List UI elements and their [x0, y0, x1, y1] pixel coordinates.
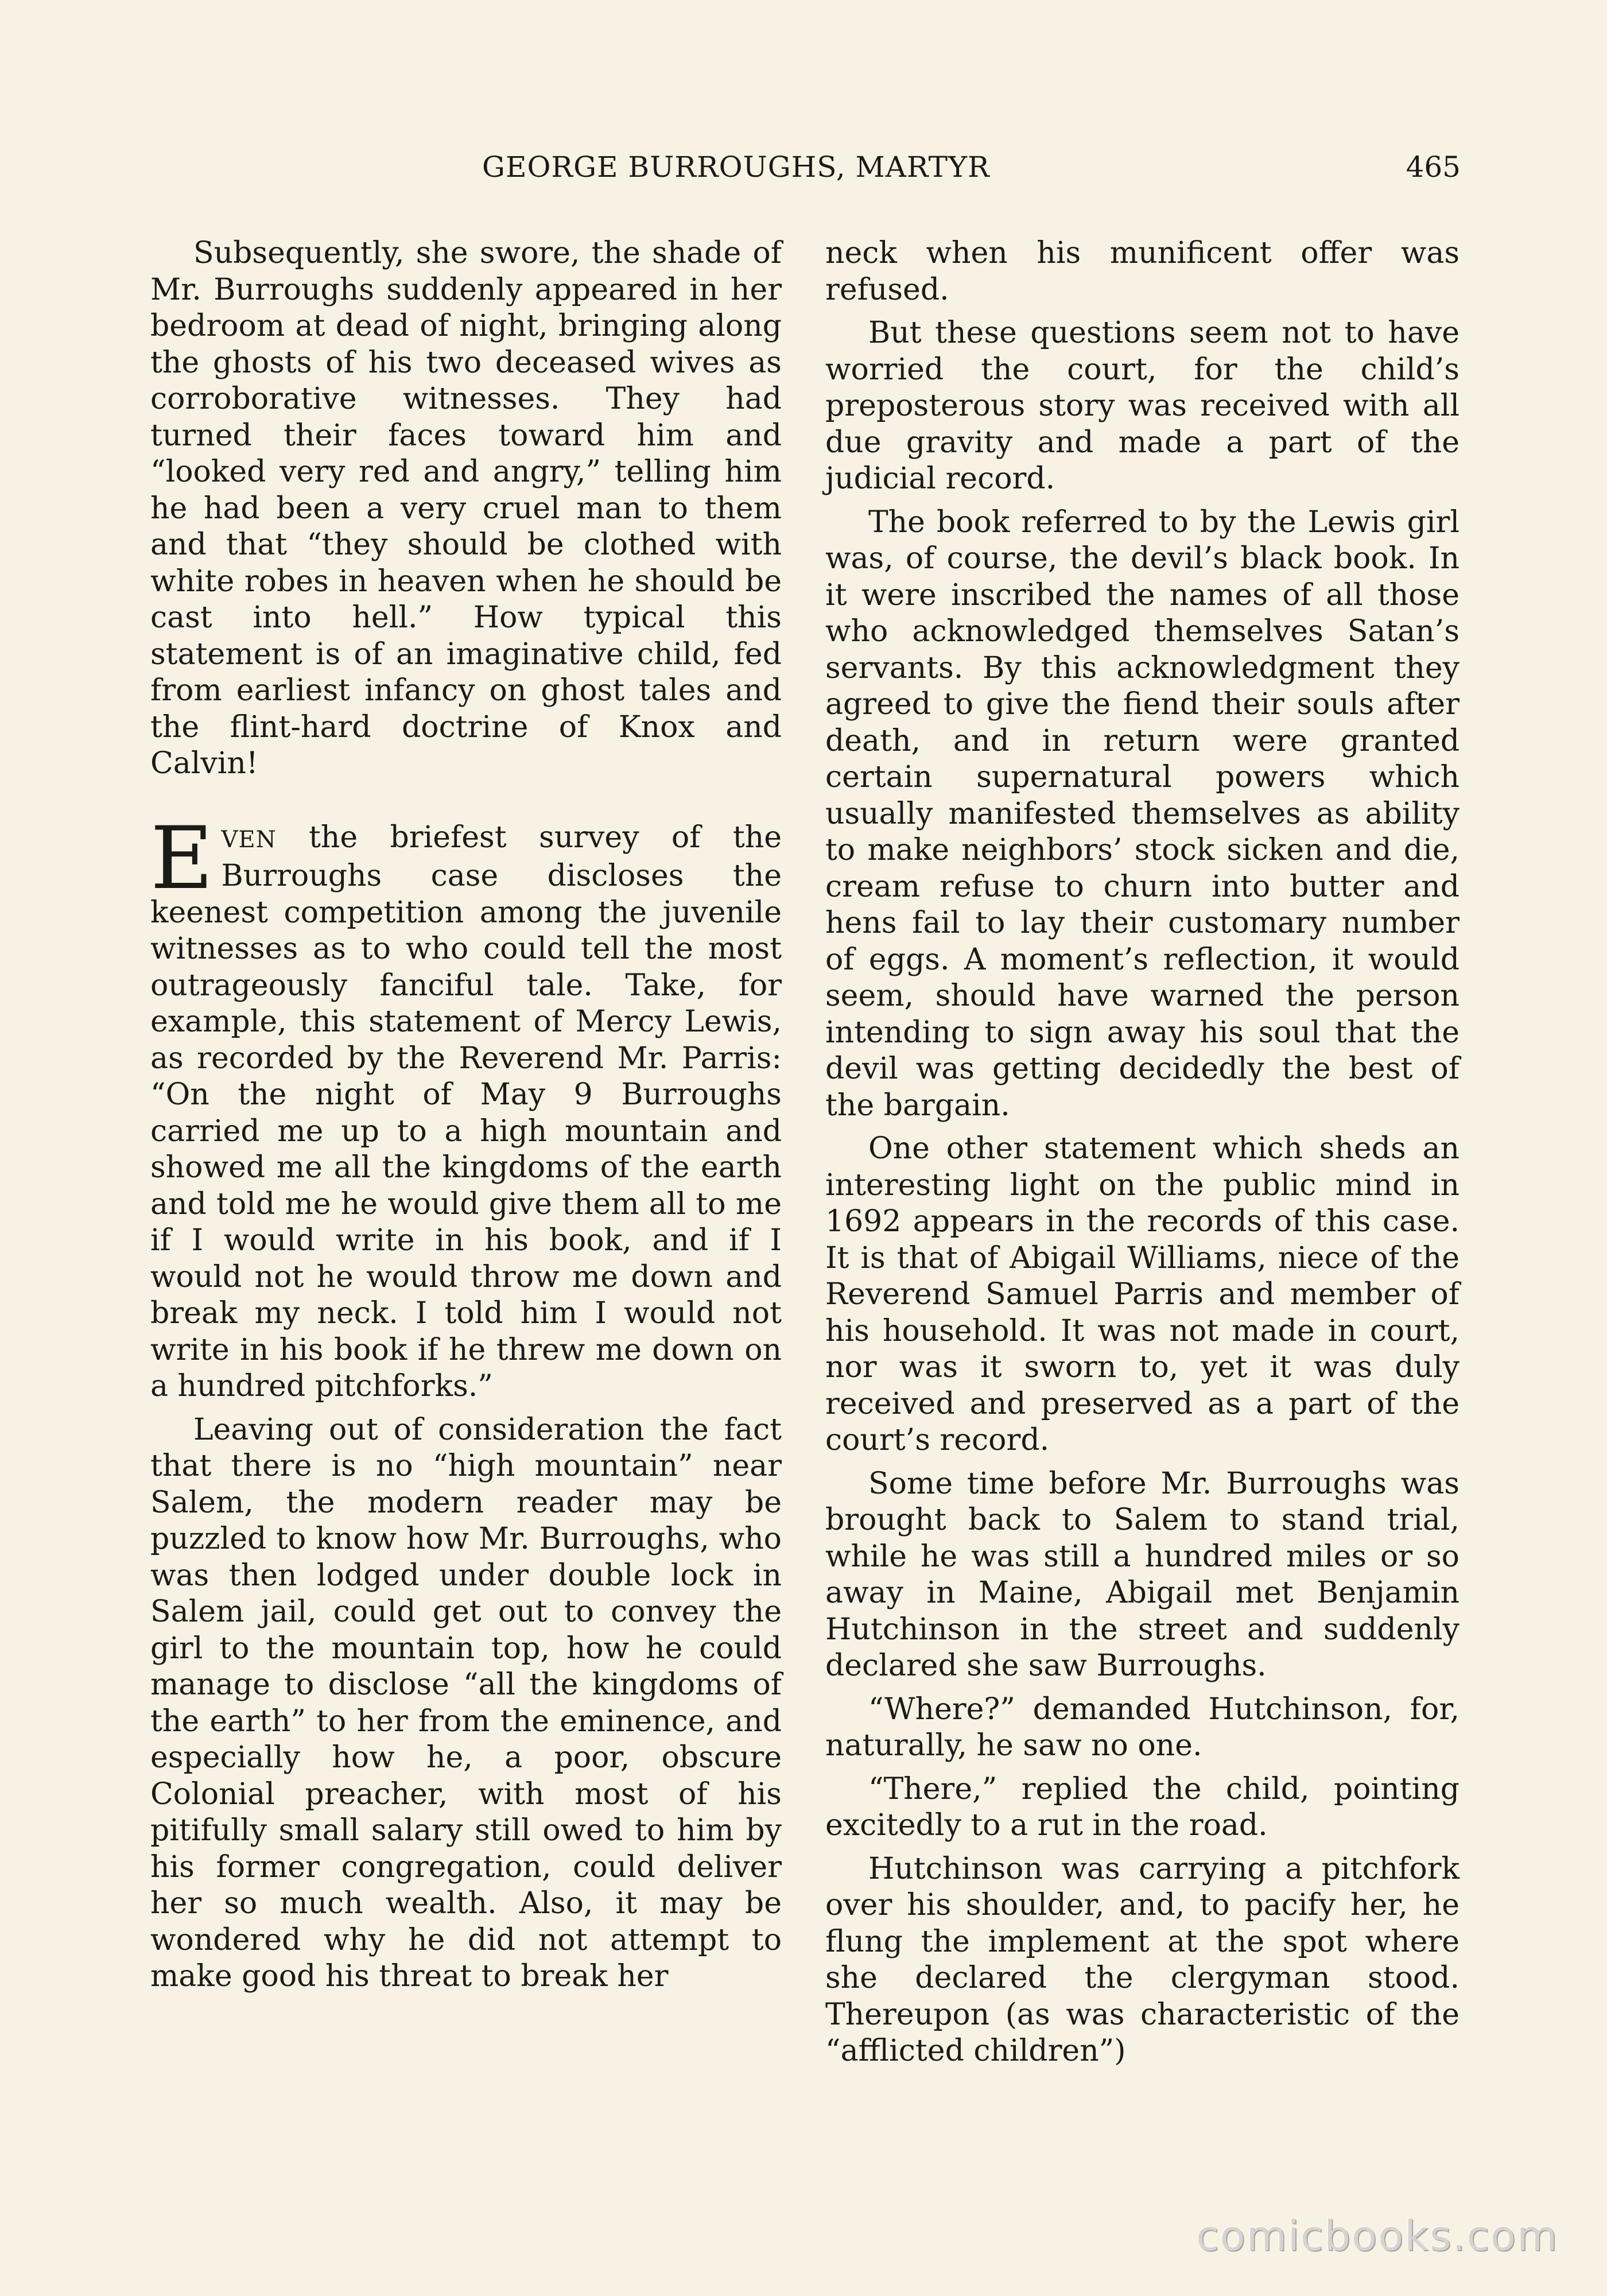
paragraph: Subsequently, she swore, the shade of Mr. Burroughs suddenly appeared in her bedroom at dead of night, bringing along the ghosts of his two deceased wives as corroborative witnesses. They had turned their faces toward him and “looked very red and angry,” telling him he had been a very cruel man to them and that “they should be clothed with white robes in heaven when he should be cast into hell.” How typical this statement is of an imaginative child, fed from earliest infancy on ghost tales and the flint-hard doctrine of Knox and Calvin! [150, 236, 782, 781]
paragraph: “Where?” demanded Hutchinson, for, naturally, he saw no one. [825, 1692, 1460, 1763]
paragraph-text: the briefest survey of the Burroughs case discloses the keenest competition among the juvenile witnesses as to who could tell the most outrageously fanciful tale. Take, for example, this statement of Mercy Lewis, as recorded by the Reverend Mr. Parris: “On the night of May 9 Burroughs carried me up to a high mountain and showed me all the kingdoms of the earth and told me he would give them all to me if I would write in his book, and if I would not he would throw me down and break my neck. I told him I would not write in his book if he threw me down on a hundred pitchforks.” [150, 820, 782, 1403]
paragraph: Some time before Mr. Burroughs was brought back to Salem to stand trial, while he was still a hundred miles or so away in Maine, Abigail met Benjamin Hutchinson in the street and suddenly declared she saw Burroughs. [825, 1466, 1460, 1683]
right-column [825, 235, 1460, 2070]
paragraph: But these questions seem not to have worried the court, for the child’s preposterous story was received with all due gravity and made a part of the judicial record. [825, 316, 1460, 496]
running-title: GEORGE BURROUGHS, MARTYR [482, 150, 990, 184]
dropcap-paragraph [150, 808, 782, 1405]
paragraph: neck when his munificent offer was refused. [825, 236, 1460, 307]
paragraph: Hutchinson was carrying a pitchfork over his shoulder, and, to pacify her, he flung the implement at the spot where she declared the clergyman stood. Thereupon (as was characteristic of the “afflicted children”) [825, 1851, 1460, 2068]
dropcap-letter: E [150, 808, 214, 909]
page-number: 465 [1406, 150, 1461, 184]
paragraph: One other statement which sheds an interesting light on the public mind in 1692 appears in the records of this case. It is that of Abigail Williams, niece of the Reverend Samuel Parris and member of his household. It was not made in court, nor was it sworn to, yet it was duly received and preserved as a part of the court’s record. [825, 1131, 1460, 1457]
dropcap-smallcaps: VEN [221, 826, 277, 853]
paragraph: “There,” replied the child, pointing excitedly to a rut in the road. [825, 1771, 1460, 1843]
paragraph: Leaving out of consideration the fact that there is no “high mountain” near Salem, the modern reader may be puzzled to know how Mr. Burroughs, who was then lodged under double lock in Salem jail, could get out to convey the girl to the mountain top, how he could manage to disclose “all the kingdoms of the earth” to her from the eminence, and especially how he, a poor, obscure Colonial preacher, with most of his pitifully small salary still owed to him by his former congregation, could deliver her so much wealth. Also, it may be wondered why he did not attempt to make good his threat to break her [150, 1412, 782, 1994]
watermark: comicbooks.com [1195, 2212, 1558, 2260]
left-column [150, 235, 782, 1995]
paragraph: The book referred to by the Lewis girl was, of course, the devil’s black book. In it were inscribed the names of all those who acknowledged themselves Satan’s servants. By this acknowledgment they agreed to give the fiend their souls after death, and in return were granted certain supernatural powers which usually manifested themselves as ability to make neighbors’ stock sicken and die, cream refuse to churn into butter and hens fail to lay their customary number of eggs. A moment’s reflection, it would seem, should have warned the person intending to sign away his soul that the devil was getting decidedly the best of the bargain. [825, 505, 1460, 1123]
